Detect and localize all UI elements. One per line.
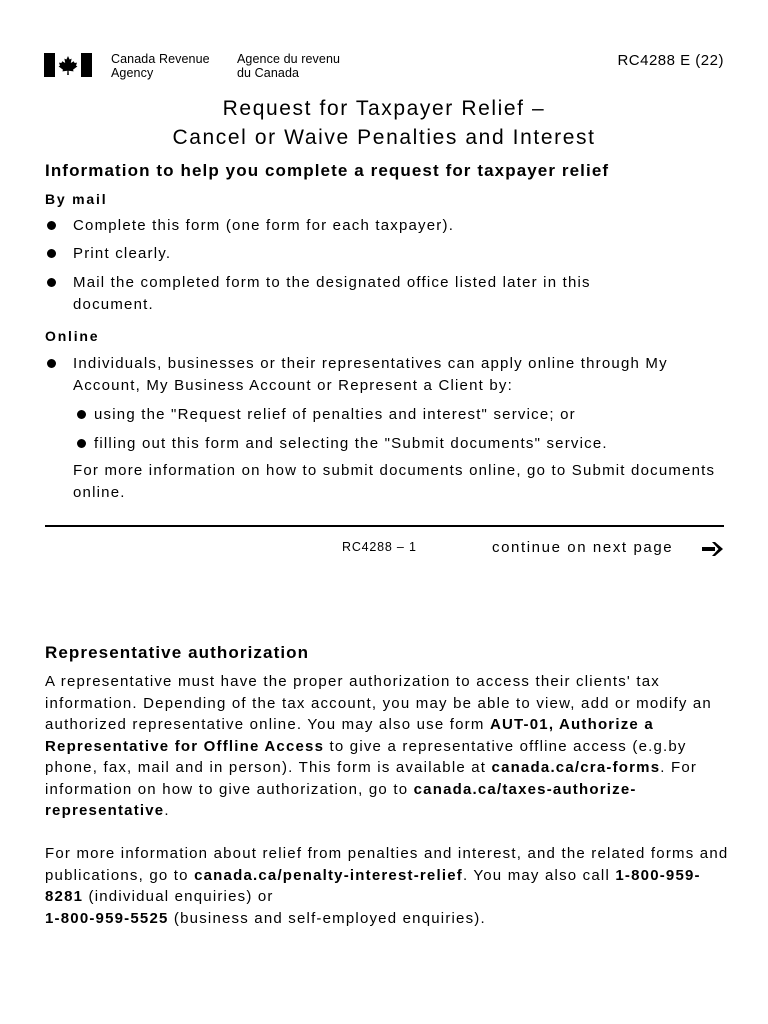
authorize-representative-link[interactable]: canada.ca/taxes-authorize-representative [45,780,637,819]
form-code: RC4288 E (22) [617,52,724,69]
title-line1: Request for Taxpayer Relief – [222,97,546,120]
agency-name-english [111,52,210,80]
individual-enquiries-phone: 1-800-959-8281 [45,866,701,905]
continue-label: continue on next page [492,539,674,556]
agency-en-line1: Canada Revenue [111,52,210,66]
info-heading: Information to help you complete a request for taxpayer relief [45,161,610,180]
sub-list-item-text: filling out this form and selecting the "Submit documents" service. [94,435,608,452]
page-divider [45,525,724,527]
representative-heading: Representative authorization [45,643,310,662]
bullet-icon [77,439,86,448]
list-item-text: Mail the completed form to the designated office listed later in this document. [73,274,591,313]
rep-p2-text-1: For more information about relief from penalties and interest, and the related forms and publications, go to [45,845,729,884]
list-item-text: Print clearly. [73,245,172,262]
bullet-icon [47,249,56,258]
list-item-text: Individuals, businesses or their representatives can apply online through My Account, My Business Account or Represent a Client by: [73,355,668,394]
by-mail-heading: By mail [45,191,108,207]
sub-list-item-text: using the "Request relief of penalties and interest" service; or [94,406,576,423]
rep-p2-text-3: (individual enquiries) or [83,888,274,905]
representative-paragraph-1 [45,671,735,822]
agency-fr-line1: Agence du revenu [237,52,341,66]
rep-p1-text-2: to give a representative offline access (e.g.by phone, fax, mail and in person). This form is available at [45,737,687,776]
cra-forms-link[interactable]: canada.ca/cra-forms [491,759,661,776]
page-code: RC4288 – 1 [342,540,417,554]
rep-p1-text-1: A representative must have the proper authorization to access their clients' tax information. Depending of the tax account, you may be able to view, add or modify an authorized representative online. You may also use form [45,673,712,733]
bullet-icon [47,278,56,287]
penalty-interest-relief-link[interactable]: canada.ca/penalty-interest-relief [194,866,463,884]
online-more-info: For more information on how to submit documents online, go to Submit documents online. [73,462,716,501]
canada-flag-icon [44,53,92,77]
rep-p1-text-3: . For information on how to give authorization, go to [45,759,698,798]
agency-fr-line2: du Canada [237,66,300,80]
online-heading: Online [45,328,100,344]
rep-p2-text-4: (business and self-employed enquiries). [168,909,486,927]
agency-name-french [237,52,340,80]
aut-01-form-name: AUT-01, Authorize a Representative for Offline Access [45,716,654,755]
bullet-icon [77,410,86,419]
form-title [0,94,768,152]
agency-en-line2: Agency [111,66,154,80]
bullet-icon [47,221,56,230]
list-item-text: Complete this form (one form for each taxpayer). [73,217,455,234]
rep-p2-text-2: . You may also call [462,866,616,884]
representative-paragraph-2 [45,843,735,929]
rep-p1-text-4: . [164,802,170,819]
bullet-icon [47,359,56,368]
arrow-right-icon [702,541,724,557]
title-line2: Cancel or Waive Penalties and Interest [172,126,596,149]
business-enquiries-phone: 1-800-959-5525 [45,909,169,927]
